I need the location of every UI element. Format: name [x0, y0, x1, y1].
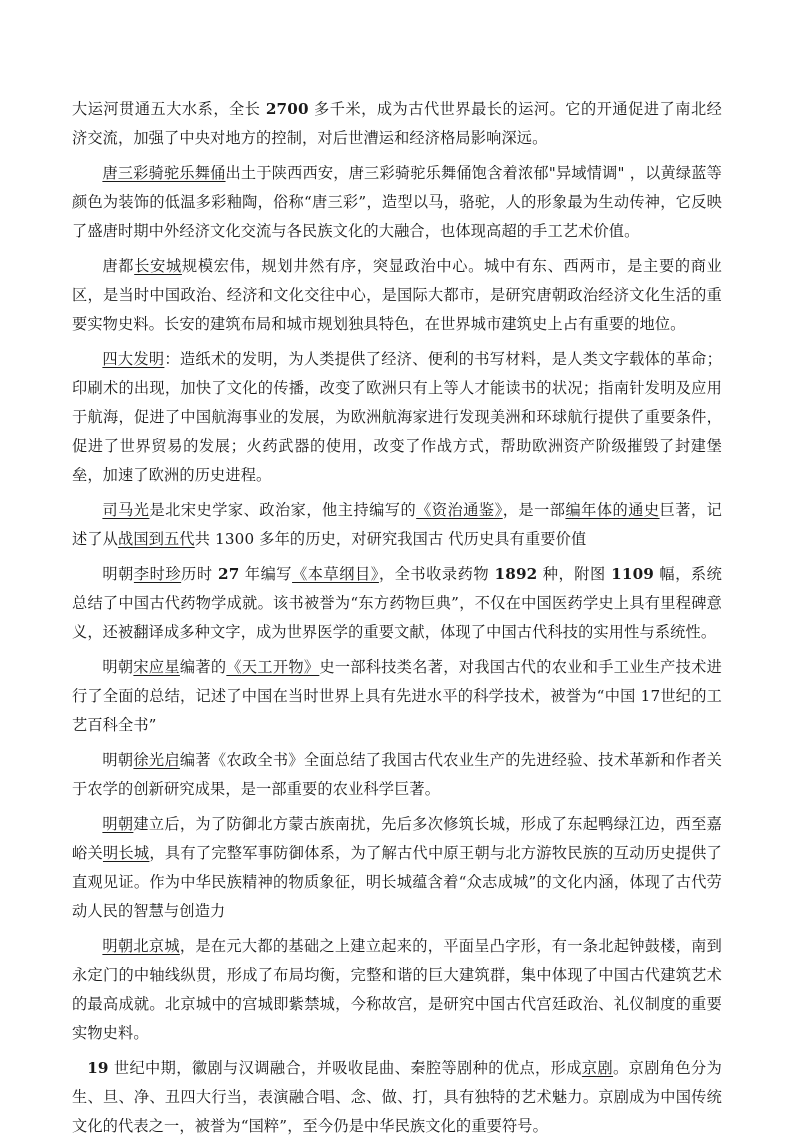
paragraph-text: 明朝 — [102, 658, 134, 676]
paragraph-text: 多千米，成为古代世界最长的运河。它的开通促进了南北经济交流，加强了中央对地方的控制，对后世漕运和经济格局影响深远。 — [72, 100, 722, 147]
paragraph-text: 编著的 — [179, 658, 227, 676]
underlined-term: 李时珍 — [133, 565, 182, 583]
bold-number: 1892 — [494, 565, 538, 583]
bold-number: 27 — [218, 565, 240, 583]
paragraph-text: ，是一部 — [502, 501, 566, 519]
paragraph-text: 巨著，记述了从 — [72, 501, 723, 548]
underlined-term: 战国到五代 — [118, 530, 195, 548]
paragraph-four-inventions — [72, 345, 722, 490]
paragraph-text: 幅，系统总结了中国古代药物学成就。该书被誉为“东方药物巨典”，不仅在中国医药学史上具有里程碑意义，还被翻译成多种文字，成为世界医学的重要文献，体现了中国古代科技的实用性与系统性。 — [72, 565, 722, 641]
paragraph-great-wall — [72, 810, 722, 926]
paragraph-text: 明朝 — [102, 751, 134, 769]
underlined-term: 《本草纲目》 — [292, 565, 379, 583]
paragraph-text: 唐都 — [102, 257, 135, 275]
paragraph-peking-opera — [72, 1054, 722, 1141]
underlined-term: 宋应星 — [133, 658, 180, 676]
paragraph-tang-sancai — [72, 159, 722, 246]
underlined-term: 京剧 — [581, 1059, 614, 1077]
underlined-term: 唐三彩骑驼乐舞俑 — [102, 164, 226, 182]
paragraph-text: 出土于陕西西安，唐三彩骑驼乐舞俑饱含着浓郁"异域情调" ，以黄绿蓝等颜色为装饰的低温多彩釉陶，俗称“唐三彩”，造型以马，骆驼，人的形象最为生动传神，它反映了盛唐时期中外经济文化交流与各民族文化的大融合，也体现高超的手工艺术价值。 — [72, 164, 722, 240]
paragraph-li-shizhen — [72, 560, 722, 647]
underlined-term: 司马光 — [102, 501, 150, 519]
paragraph-text: 明朝 — [102, 565, 134, 583]
paragraph-text: 共 1300 多年的历史，对研究我国古 代历史具有重要价值 — [194, 530, 587, 548]
paragraph-text: 大运河贯通五大水系，全长 — [72, 100, 266, 118]
underlined-term: 明朝北京城 — [102, 937, 180, 955]
underlined-term: 徐光启 — [133, 751, 180, 769]
paragraph-text: ：造纸术的发明，为人类提供了经济、便利的书写材料，是人类文字载体的革命；印刷术的出现，加快了文化的传播，改变了欧洲只有上等人才能读书的状况；指南针发明及应用于航海，促进了中国航海事业的发展，为欧洲航海家进行发现美洲和环球航行提供了重要条件，促进了世界贸易的发展；火药武器的使用，改变了作战方式，帮助欧洲资产阶级摧毁了封建堡垒，加速了欧洲的历史进程。 — [72, 350, 722, 484]
paragraph-text: 史一部科技类名著，对我国古代的农业和手工业生产技术进行了全面的总结，记述了中国在当时世界上具有先进水平的科学技术，被誉为“中国 17世纪的工艺百科全书” — [72, 658, 722, 734]
paragraph-beijing — [72, 932, 722, 1048]
paragraph-text: 是北宋史学家、政治家，他主持编写的 — [149, 501, 417, 519]
paragraph-text: ，具有了完整军事防御体系，为了解古代中原王朝与北方游牧民族的互动历史提供了直观见证。作为中华民族精神的物质象征，明长城蕴含着“众志成城”的文化内涵，体现了古代劳动人民的智慧与创造力 — [72, 844, 722, 920]
paragraph-text: 年编写 — [239, 565, 293, 583]
paragraph-text: ，全书收录药物 — [378, 565, 495, 583]
paragraph-text: 世纪中期，徽剧与汉调融合，并吸收昆曲、秦腔等剧种的优点，形成 — [108, 1059, 582, 1077]
paragraph-text: 编著《农政全书》全面总结了我国古代农业生产的先进经验、技术革新和作者关于农学的创新研究成果，是一部重要的农业科学巨著。 — [72, 751, 722, 798]
paragraph-song-yingxing — [72, 653, 722, 740]
paragraph-text: 种，附图 — [537, 565, 612, 583]
bold-number: 2700 — [265, 100, 309, 118]
paragraph-text: 规模宏伟，规划井然有序，突显政治中心。城中有东、西两市，是主要的商业区，是当时中国政治、经济和文化交往中心，是国际大都市，是研究唐朝政治经济文化生活的重要实物史料。长安的建筑布局和城市规划独具特色，在世界城市建筑史上占有重要的地位。 — [72, 257, 722, 333]
underlined-term: 明朝 — [102, 815, 134, 833]
paragraph-sima-guang — [72, 496, 722, 554]
paragraph-changan — [72, 252, 722, 339]
paragraph-canal — [72, 95, 722, 153]
paragraph-xu-guangqi — [72, 746, 722, 804]
paragraph-text: 历时 — [181, 565, 218, 583]
underlined-term: 《天工开物》 — [226, 658, 320, 676]
underlined-term: 编年体的通史 — [565, 501, 660, 519]
document-page — [72, 95, 722, 1147]
paragraph-text: 建立后，为了防御北方蒙古族南扰，先后多次修筑长城，形成了东起鸭绿江边，西至嘉峪关 — [72, 815, 722, 862]
bold-number: 19 — [87, 1059, 109, 1077]
paragraph-text: 。京剧角色分为生、旦、净、丑四大行当，表演融合唱、念、做、打，具有独特的艺术魅力。京剧成为中国传统文化的代表之一，被誉为“国粹”，至今仍是中华民族文化的重要符号。 — [72, 1059, 722, 1135]
underlined-term: 《资治通鉴》 — [416, 501, 503, 519]
underlined-term: 长安城 — [134, 257, 182, 275]
paragraph-text: ，是在元大都的基础之上建立起来的，平面呈凸字形，有一条北起钟鼓楼，南到永定门的中轴线纵贯，形成了布局均衡，完整和谐的巨大建筑群，集中体现了中国古代建筑艺术的最高成就。北京城中的宫城即紫禁城，今称故宫，是研究中国古代宫廷政治、礼仪制度的重要实物史料。 — [72, 937, 723, 1042]
underlined-term: 四大发明 — [102, 350, 165, 368]
underlined-term: 明长城 — [102, 844, 150, 862]
bold-number: 1109 — [611, 565, 655, 583]
